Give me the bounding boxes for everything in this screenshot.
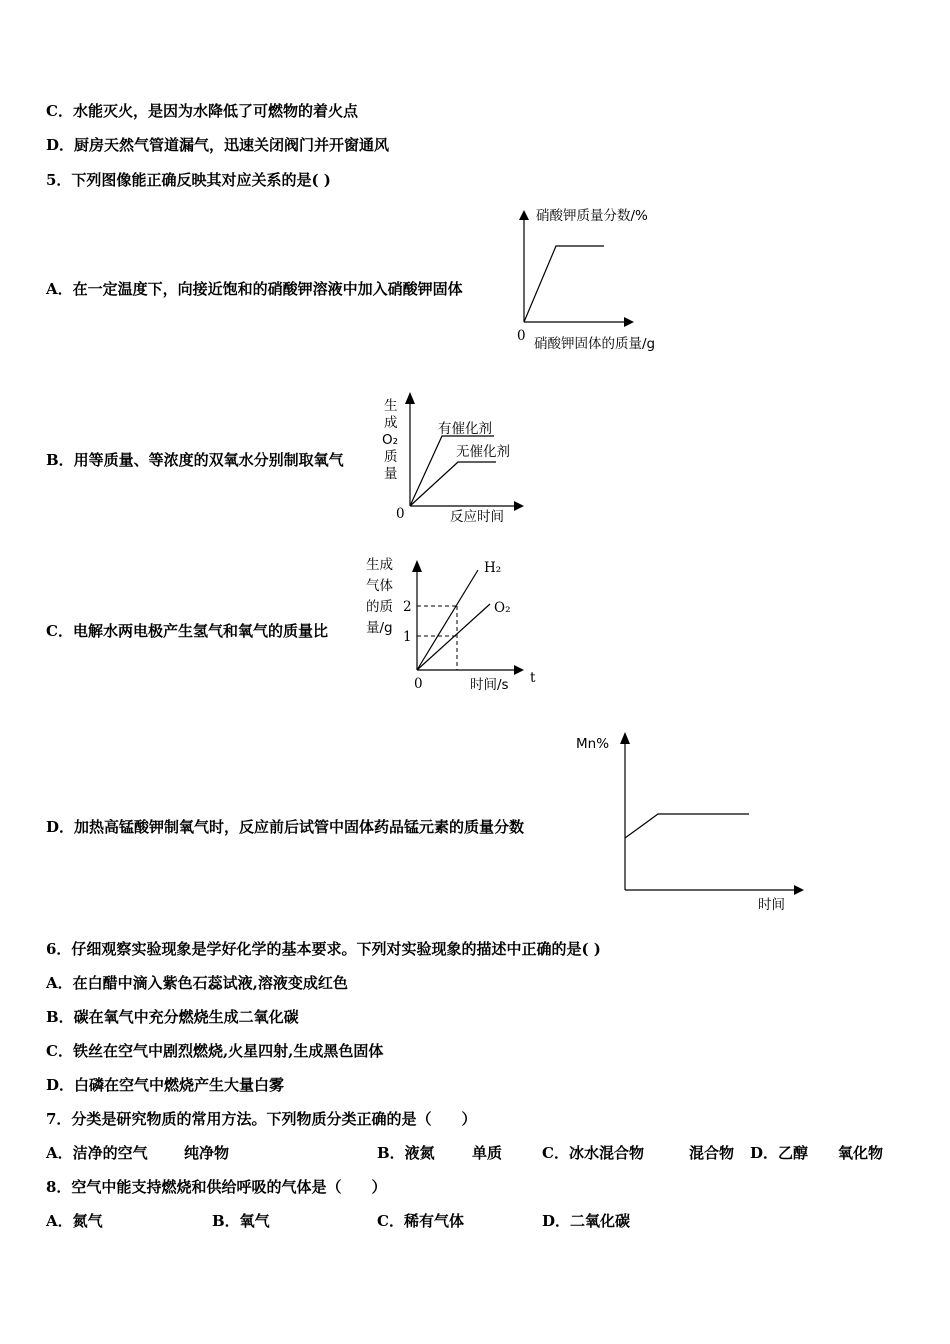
- chart-d-x-label: 时间: [758, 897, 785, 913]
- chart-c-y-label-2: 气体: [366, 578, 393, 594]
- chart-a-x-arrow: [624, 317, 634, 327]
- chart-b-y-char-1: 生: [384, 398, 398, 414]
- chart-c-x-arrow: [514, 665, 524, 675]
- q7-option-a-name: A．洁净的空气: [46, 1144, 148, 1162]
- q8-option-d: D．二氧化碳: [542, 1212, 631, 1230]
- q6-stem: 6．仔细观察实验现象是学好化学的基本要求。下列对实验现象的描述中正确的是( ): [46, 940, 601, 958]
- chart-b-y-char-2: 成: [384, 415, 398, 431]
- q7-option-b-name: B．液氮: [377, 1144, 435, 1162]
- chart-b-y-char-4: 质: [384, 449, 398, 465]
- q6-option-c: C．铁丝在空气中剧烈燃烧,火星四射,生成黑色固体: [46, 1042, 384, 1060]
- q7-option-d-name: D．乙醇: [750, 1144, 809, 1162]
- q5-stem: 5．下列图像能正确反映其对应关系的是( ): [46, 171, 331, 189]
- chart-c-x-label: 时间/s: [470, 677, 509, 693]
- q5-option-d: D．加热高锰酸钾制氧气时，反应前后试管中固体药品锰元素的质量分数: [46, 818, 525, 836]
- q8-option-b: B．氧气: [212, 1212, 270, 1230]
- q5-option-c: C．电解水两电极产生氢气和氧气的质量比: [46, 622, 328, 640]
- q7-option-b-class: 单质: [472, 1144, 503, 1162]
- chart-b-series-2-label: 无催化剂: [456, 444, 510, 460]
- q5-option-b: B．用等质量、等浓度的双氧水分别制取氧气: [46, 451, 344, 469]
- chart-c-y-label-3: 的质: [366, 599, 393, 615]
- q7-option-c-class: 混合物: [689, 1144, 735, 1162]
- chart-c-y-label-4: 量/g: [366, 620, 393, 636]
- q5-option-a: A．在一定温度下，向接近饱和的硝酸钾溶液中加入硝酸钾固体: [46, 280, 463, 298]
- chart-c-tick-1: 1: [403, 629, 412, 645]
- chart-b-x-arrow: [514, 501, 524, 511]
- q7-option-c-name: C．冰水混合物: [542, 1144, 644, 1162]
- q6-option-a: A．在白醋中滴入紫色石蕊试液,溶液变成红色: [46, 974, 348, 992]
- q5-chart-c: [360, 550, 550, 694]
- chart-c-y-arrow: [412, 560, 422, 572]
- chart-c-series-o2: [417, 604, 490, 670]
- chart-a-y-arrow: [519, 210, 529, 220]
- q7-option-a-class: 纯净物: [184, 1144, 230, 1162]
- q8-option-c: C．稀有气体: [377, 1212, 464, 1230]
- q8-option-a: A．氮气: [46, 1212, 103, 1230]
- q8-stem: 8．空气中能支持燃烧和供给呼吸的气体是（ ）: [46, 1178, 387, 1196]
- chart-d-curve: [625, 814, 749, 838]
- q6-option-d: D．白磷在空气中燃烧产生大量白雾: [46, 1076, 285, 1094]
- q5-chart-d: [572, 726, 818, 918]
- chart-c-x-axis-letter: t: [530, 670, 536, 686]
- chart-a-y-label: 硝酸钾质量分数/%: [536, 208, 648, 224]
- chart-b-series-no-catalyst: [410, 462, 496, 506]
- chart-c-o2-label: O₂: [494, 600, 511, 616]
- chart-b-y-arrow: [405, 392, 415, 404]
- q4-option-d: D．厨房天然气管道漏气，迅速关闭阀门并开窗通风: [46, 136, 390, 154]
- chart-a-curve: [524, 246, 604, 322]
- chart-d-y-arrow: [620, 732, 630, 744]
- chart-b-series-1-label: 有催化剂: [438, 421, 492, 437]
- chart-a-origin: 0: [517, 328, 526, 344]
- chart-c-tick-2: 2: [403, 599, 412, 615]
- q6-option-b: B．碳在氧气中充分燃烧生成二氧化碳: [46, 1008, 299, 1026]
- chart-b-y-char-3: O₂: [382, 432, 399, 448]
- chart-c-origin: 0: [414, 676, 423, 692]
- q7-stem: 7．分类是研究物质的常用方法。下列物质分类正确的是（ ）: [46, 1110, 477, 1128]
- chart-b-x-label: 反应时间: [450, 509, 504, 525]
- chart-d-x-arrow: [794, 885, 804, 895]
- chart-c-h2-label: H₂: [484, 560, 502, 576]
- q7-option-d-class: 氧化物: [838, 1144, 884, 1162]
- chart-d-y-label: Mn%: [576, 736, 610, 752]
- chart-a-x-label: 硝酸钾固体的质量/g: [534, 336, 656, 352]
- chart-c-y-label-1: 生成: [366, 557, 393, 573]
- q4-option-c: C．水能灭火，是因为水降低了可燃物的着火点: [46, 102, 358, 120]
- q5-chart-a: [510, 200, 700, 358]
- chart-b-y-char-5: 量: [384, 466, 398, 482]
- q5-chart-b: [376, 386, 536, 528]
- chart-c-series-h2: [417, 570, 478, 670]
- chart-b-origin: 0: [396, 506, 405, 522]
